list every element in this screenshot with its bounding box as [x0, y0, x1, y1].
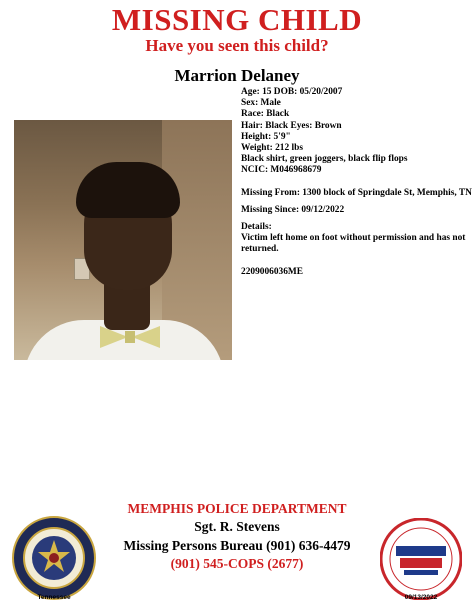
child-photo — [14, 120, 232, 360]
bow-tie — [100, 326, 160, 348]
age-dob: Age: 15 DOB: 05/20/2007 — [241, 87, 343, 97]
clothing: Black shirt, green joggers, black flip flops — [241, 154, 408, 165]
sex: Sex: Male — [241, 98, 281, 109]
page-title: MISSING CHILD — [111, 2, 363, 37]
details-panel — [241, 87, 471, 278]
race: Race: Black — [241, 109, 290, 120]
weight: Weight: 212 lbs — [241, 143, 303, 154]
bureau-contact: Missing Persons Bureau (901) 636-4479 — [123, 538, 351, 553]
poster-date: 09/13/2022 — [404, 594, 438, 601]
details-label: Details: — [241, 222, 272, 233]
tip-phone: (901) 545-COPS (2677) — [170, 556, 304, 571]
child-name: Marrion Delaney — [174, 66, 300, 85]
hair-eyes: Hair: Black Eyes: Brown — [241, 120, 342, 131]
officer-name: Sgt. R. Stevens — [194, 519, 280, 534]
missing-from: Missing From: 1300 block of Springdale St, Memphis, TN — [241, 187, 472, 198]
details-text: Victim left home on foot without permission and has not returned. — [241, 233, 466, 255]
page-subtitle: Have you seen this child? — [145, 36, 329, 55]
case-number: 2209006036ME — [241, 266, 303, 277]
seal-caption: Tennessee — [37, 594, 71, 601]
locater-logo-icon — [380, 518, 462, 600]
missing-since: Missing Since: 09/12/2022 — [241, 204, 345, 215]
height: Height: 5'9" — [241, 131, 291, 142]
hair — [76, 162, 180, 218]
police-seal-icon — [12, 516, 96, 600]
ncic: NCIC: M046968679 — [241, 165, 322, 176]
department-name: MEMPHIS POLICE DEPARTMENT — [127, 501, 347, 516]
